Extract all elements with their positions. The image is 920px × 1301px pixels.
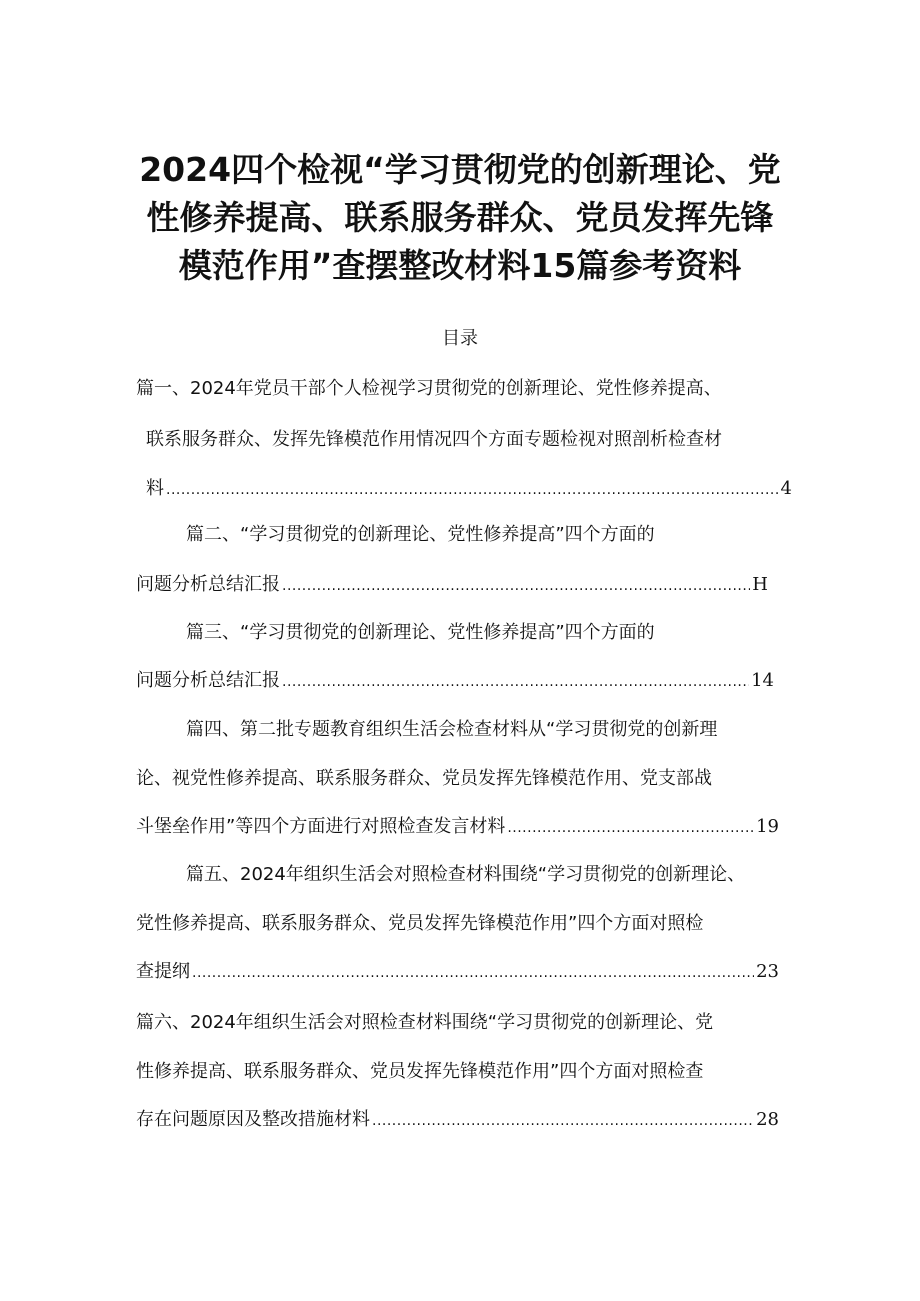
- toc-entry-5-line-1[interactable]: 篇五、2024年组织生活会对照检查材料围绕“学习贯彻党的创新理论、: [186, 864, 746, 885]
- toc-entry-3-page-number: 14: [751, 670, 774, 691]
- toc-entry-2-line-2: 问题分析总结汇报: [136, 574, 280, 595]
- toc-entry-1-line-2[interactable]: 联系服务群众、发挥先锋模范作用情况四个方面专题检视对照剖析检查材: [146, 429, 722, 450]
- toc-entry-2-leader[interactable]: [136, 572, 768, 599]
- toc-heading: 目录: [442, 328, 478, 349]
- toc-entry-2-line-1[interactable]: 篇二、“学习贯彻党的创新理论、党性修养提高”四个方面的: [186, 524, 655, 545]
- toc-entry-1-page-number: 4: [780, 478, 792, 499]
- toc-entry-6-dot-leader: [372, 1108, 754, 1134]
- document-title-line-2: 性修养提高、联系服务群众、党员发挥先锋: [146, 198, 774, 237]
- toc-entry-5-line-2[interactable]: 党性修养提高、联系服务群众、党员发挥先锋模范作用”四个方面对照检: [136, 913, 704, 934]
- toc-entry-1-leader[interactable]: [146, 476, 792, 503]
- document-title-line-1: 2024四个检视“学习贯彻党的创新理论、党: [139, 150, 781, 189]
- toc-entry-1-line-3: 料: [146, 478, 164, 499]
- toc-entry-4-page-number: 19: [756, 816, 779, 837]
- toc-entry-6-line-1[interactable]: 篇六、2024年组织生活会对照检查材料围绕“学习贯彻党的创新理论、党: [136, 1012, 714, 1033]
- toc-entry-3-line-1[interactable]: 篇三、“学习贯彻党的创新理论、党性修养提高”四个方面的: [186, 622, 655, 643]
- toc-entry-1-dot-leader: [166, 477, 779, 503]
- toc-entry-5-leader[interactable]: [136, 959, 779, 986]
- toc-entry-4-line-3: 斗堡垒作用”等四个方面进行对照检查发言材料: [136, 816, 506, 837]
- toc-entry-4-line-2[interactable]: 论、视党性修养提高、联系服务群众、党员发挥先锋模范作用、党支部战: [136, 768, 712, 789]
- toc-entry-4-leader[interactable]: [136, 814, 779, 841]
- toc-entry-5-page-number: 23: [756, 961, 779, 982]
- toc-entry-4-dot-leader: [507, 815, 754, 841]
- toc-entry-5-dot-leader: [192, 960, 754, 986]
- toc-entry-6-leader[interactable]: [136, 1107, 779, 1134]
- toc-entry-2-dot-leader: [282, 573, 750, 599]
- toc-entry-6-line-2[interactable]: 性修养提高、联系服务群众、党员发挥先锋模范作用”四个方面对照检查: [136, 1061, 704, 1082]
- toc-entry-4-line-1[interactable]: 篇四、第二批专题教育组织生活会检查材料从“学习贯彻党的创新理: [186, 719, 718, 740]
- toc-entry-1-line-1[interactable]: 篇一、2024年党员干部个人检视学习贯彻党的创新理论、党性修养提高、: [136, 378, 722, 399]
- toc-entry-3-line-2: 问题分析总结汇报: [136, 670, 280, 691]
- toc-entry-3-leader[interactable]: [136, 668, 774, 695]
- toc-entry-5-line-3: 查提纲: [136, 961, 190, 982]
- toc-entry-3-dot-leader: [282, 669, 749, 695]
- toc-entry-2-page-number: H: [752, 574, 768, 595]
- toc-entry-6-line-3: 存在问题原因及整改措施材料: [136, 1109, 370, 1130]
- document-title-line-3: 模范作用”查摆整改材料15篇参考资料: [178, 246, 742, 285]
- toc-entry-6-page-number: 28: [756, 1109, 779, 1130]
